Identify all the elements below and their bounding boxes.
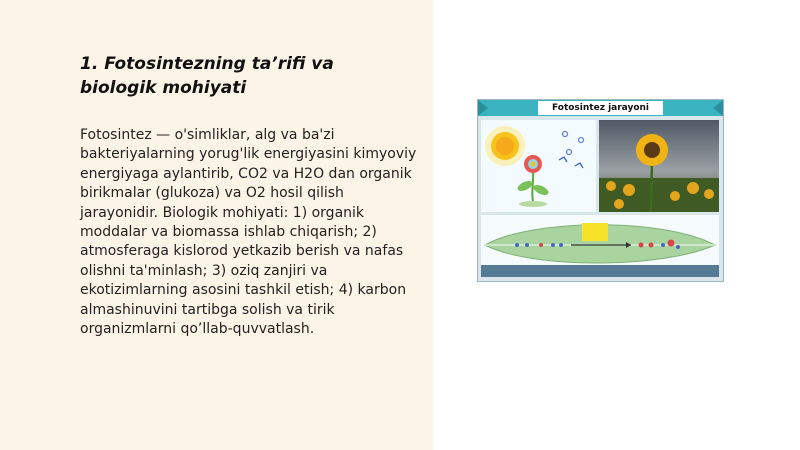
light-energy-icon xyxy=(582,223,608,241)
figure-title-banner xyxy=(478,100,723,116)
figure-title: Fotosintez jarayoni xyxy=(538,101,663,115)
slide-title: 1. Fotosintezning ta’rifi va biologik mohiyati xyxy=(80,54,334,98)
sun-and-plant-illustration xyxy=(481,120,596,212)
photosynthesis-figure xyxy=(477,99,724,282)
sunflower-icon xyxy=(636,134,668,166)
sunflower-field-photo xyxy=(599,120,719,212)
leaf-process-diagram xyxy=(481,215,719,277)
slide-body-text: Fotosintez — o'simliklar, alg va ba'zi bakteriyalarning yorug'lik energiyasini kimyoviy energiyaga aylantirib, CO2 va H2O dan organik birikmalar (glukoza) va O2 hosil qilish jarayonidir. Biologik mohiyati: 1) organik moddalar va biomassa ishlab chiqarish; 2) atmosferaga kislorod yetkazib berish va nafas olishni ta'minlash; 3) oziq zanjiri va ekotizimlarning asosini tashkil etish; 4) karbon almashinuvini tartibga solish va tirik organizmlarni qo’llab-quvvatlash. xyxy=(80,127,417,338)
sun-icon xyxy=(485,126,525,166)
